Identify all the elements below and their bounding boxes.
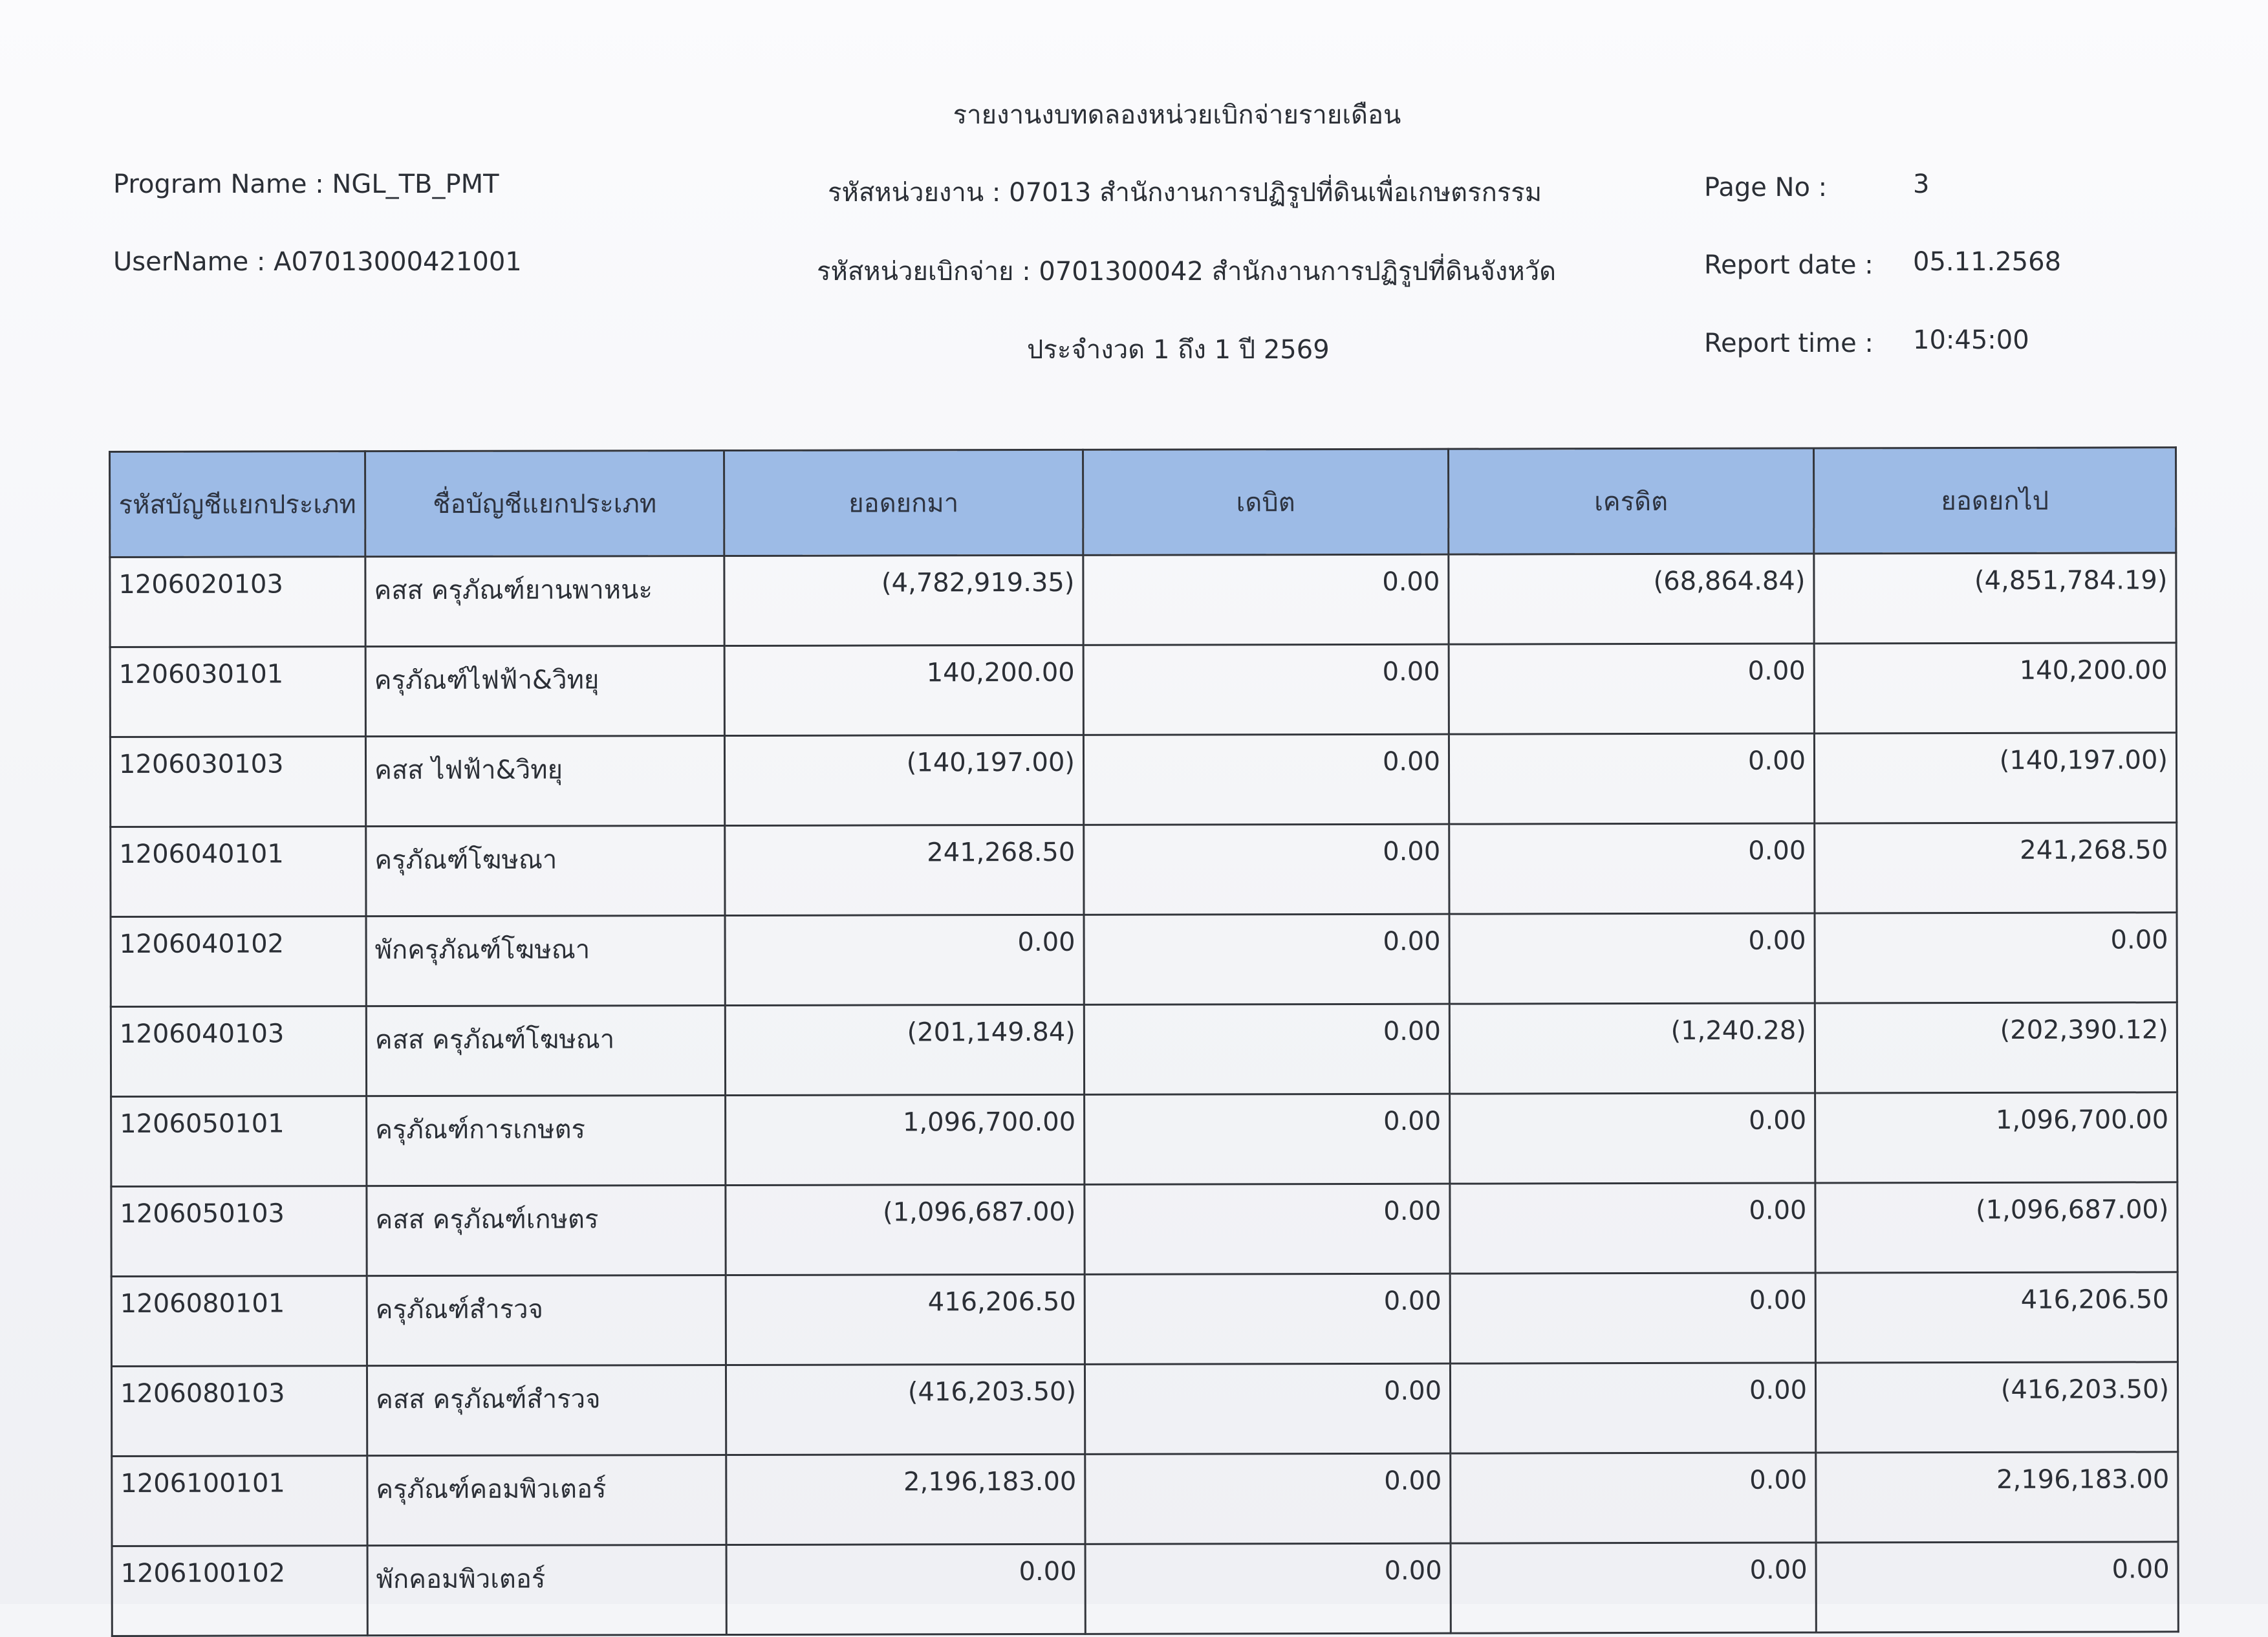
- account-name-cell: ครุภัณฑ์สำรวจ: [367, 1275, 726, 1366]
- debit-cell: 0.00: [1084, 914, 1449, 1004]
- account-code-cell: 1206080103: [111, 1366, 367, 1457]
- account-name-cell: คสส ครุภัณฑ์สำรวจ: [367, 1365, 726, 1456]
- credit-cell: 0.00: [1449, 913, 1815, 1004]
- table-body: [110, 553, 2178, 1636]
- credit-cell: (68,864.84): [1449, 554, 1814, 644]
- closing-balance-cell: 2,196,183.00: [1816, 1452, 2178, 1543]
- column-header-debit: เดบิต: [1083, 449, 1448, 555]
- closing-balance-cell: 1,096,700.00: [1815, 1092, 2177, 1183]
- table-header-row: [110, 448, 2176, 558]
- account-name-cell: ครุภัณฑ์การเกษตร: [367, 1096, 726, 1186]
- closing-balance-cell: (416,203.50): [1815, 1362, 2177, 1453]
- account-code-cell: 1206040101: [111, 827, 366, 917]
- table-row: [110, 553, 2176, 647]
- account-code-cell: 1206040103: [111, 1006, 366, 1097]
- credit-cell: 0.00: [1450, 1363, 1815, 1453]
- credit-cell: (1,240.28): [1449, 1003, 1815, 1094]
- account-code-cell: 1206100101: [112, 1456, 367, 1546]
- account-name-cell: พักคอมพิวเตอร์: [367, 1545, 726, 1636]
- account-code-cell: 1206050103: [111, 1186, 367, 1277]
- column-header-credit: เครดิต: [1448, 448, 1813, 554]
- table-row: [111, 1362, 2177, 1457]
- account-code-cell: 1206020103: [110, 557, 365, 647]
- trial-balance-table: [109, 446, 2179, 1637]
- account-code-cell: 1206030101: [110, 647, 365, 737]
- account-code-cell: 1206030103: [110, 737, 365, 827]
- page-no-label: Page No :: [1704, 173, 1828, 202]
- opening-balance-cell: (416,203.50): [726, 1364, 1085, 1455]
- report-date-label: Report date :: [1704, 250, 1874, 280]
- credit-cell: 0.00: [1450, 1183, 1815, 1274]
- account-code-cell: 1206040102: [111, 916, 366, 1007]
- debit-cell: 0.00: [1085, 1274, 1450, 1364]
- account-name-cell: ครุภัณฑ์คอมพิวเตอร์: [367, 1455, 726, 1546]
- column-header-opening-balance: ยอดยกมา: [724, 450, 1083, 556]
- account-code-cell: 1206080101: [111, 1276, 367, 1367]
- table-row: [111, 1272, 2177, 1367]
- opening-balance-cell: 140,200.00: [724, 645, 1083, 735]
- debit-cell: 0.00: [1084, 824, 1449, 915]
- agency-line: รหัสหน่วยงาน : 07013 สำนักงานการปฏิรูปที่ดินเพื่อเกษตรกรรม: [828, 178, 1542, 208]
- report-date-value: 05.11.2568: [1913, 247, 2062, 277]
- account-name-cell: คสส ครุภัณฑ์ยานพาหนะ: [365, 556, 724, 647]
- credit-cell: 0.00: [1449, 733, 1814, 824]
- debit-cell: 0.00: [1084, 1004, 1449, 1094]
- table-row: [111, 823, 2177, 917]
- table-row: [110, 643, 2176, 737]
- closing-balance-cell: 416,206.50: [1815, 1272, 2177, 1363]
- closing-balance-cell: 140,200.00: [1814, 643, 2176, 733]
- closing-balance-cell: (202,390.12): [1815, 1003, 2177, 1093]
- closing-balance-cell: (1,096,687.00): [1815, 1182, 2177, 1273]
- opening-balance-cell: 241,268.50: [725, 825, 1084, 915]
- table-row: [111, 1092, 2177, 1187]
- table-row: [112, 1542, 2178, 1636]
- credit-cell: 0.00: [1450, 1093, 1815, 1184]
- credit-cell: 0.00: [1451, 1543, 1816, 1633]
- credit-cell: 0.00: [1450, 1273, 1815, 1363]
- account-name-cell: คสส ครุภัณฑ์เกษตร: [367, 1186, 726, 1276]
- debit-cell: 0.00: [1083, 734, 1449, 825]
- account-name-cell: คสส ไฟฟ้า&วิทยุ: [365, 736, 724, 827]
- debit-cell: 0.00: [1085, 1453, 1451, 1544]
- debit-cell: 0.00: [1083, 644, 1449, 735]
- opening-balance-cell: (1,096,687.00): [726, 1184, 1085, 1275]
- user-name: UserName : A07013000421001: [113, 247, 522, 277]
- opening-balance-cell: 0.00: [726, 1544, 1085, 1634]
- debit-cell: 0.00: [1083, 554, 1449, 645]
- opening-balance-cell: (140,197.00): [724, 735, 1083, 825]
- opening-balance-cell: 0.00: [725, 915, 1084, 1005]
- closing-balance-cell: 0.00: [1816, 1542, 2178, 1632]
- table-row: [111, 1182, 2177, 1277]
- column-header-closing-balance: ยอดยกไป: [1813, 448, 2176, 554]
- debit-cell: 0.00: [1085, 1094, 1450, 1184]
- closing-balance-cell: (140,197.00): [1814, 733, 2176, 823]
- opening-balance-cell: 416,206.50: [726, 1274, 1085, 1365]
- opening-balance-cell: (4,782,919.35): [724, 555, 1083, 645]
- table-row: [111, 913, 2177, 1007]
- program-name: Program Name : NGL_TB_PMT: [113, 169, 499, 199]
- period-line: ประจำงวด 1 ถึง 1 ปี 2569: [1027, 335, 1330, 365]
- debit-cell: 0.00: [1085, 1363, 1450, 1454]
- opening-balance-cell: (201,149.84): [725, 1004, 1084, 1095]
- closing-balance-cell: (4,851,784.19): [1814, 553, 2176, 644]
- column-header-account-name: ชื่อบัญชีแยกประเภท: [365, 451, 724, 557]
- opening-balance-cell: 2,196,183.00: [726, 1454, 1085, 1545]
- credit-cell: 0.00: [1449, 823, 1815, 914]
- table-row: [110, 733, 2176, 827]
- credit-cell: 0.00: [1451, 1453, 1816, 1543]
- disbursement-unit-line: รหัสหน่วยเบิกจ่าย : 0701300042 สำนักงานการปฏิรูปที่ดินจังหวัด: [817, 257, 1557, 287]
- account-code-cell: 1206100102: [112, 1546, 367, 1636]
- table-row: [112, 1452, 2178, 1546]
- table-row: [111, 1003, 2177, 1097]
- report-title: รายงานงบทดลองหน่วยเบิกจ่ายรายเดือน: [953, 100, 1401, 130]
- account-name-cell: ครุภัณฑ์ไฟฟ้า&วิทยุ: [365, 646, 724, 737]
- credit-cell: 0.00: [1449, 644, 1814, 734]
- account-name-cell: พักครุภัณฑ์โฆษณา: [366, 916, 725, 1006]
- opening-balance-cell: 1,096,700.00: [726, 1094, 1085, 1185]
- closing-balance-cell: 0.00: [1815, 913, 2177, 1003]
- report-time-label: Report time :: [1704, 329, 1874, 358]
- report-time-value: 10:45:00: [1913, 325, 2029, 355]
- closing-balance-cell: 241,268.50: [1815, 823, 2177, 913]
- page-no-value: 3: [1913, 169, 1930, 199]
- debit-cell: 0.00: [1085, 1543, 1451, 1634]
- account-name-cell: ครุภัณฑ์โฆษณา: [366, 826, 725, 916]
- column-header-account-code: รหัสบัญชีแยกประเภท: [110, 451, 365, 558]
- debit-cell: 0.00: [1085, 1184, 1450, 1274]
- account-code-cell: 1206050101: [111, 1096, 367, 1187]
- account-name-cell: คสส ครุภัณฑ์โฆษณา: [366, 1006, 725, 1096]
